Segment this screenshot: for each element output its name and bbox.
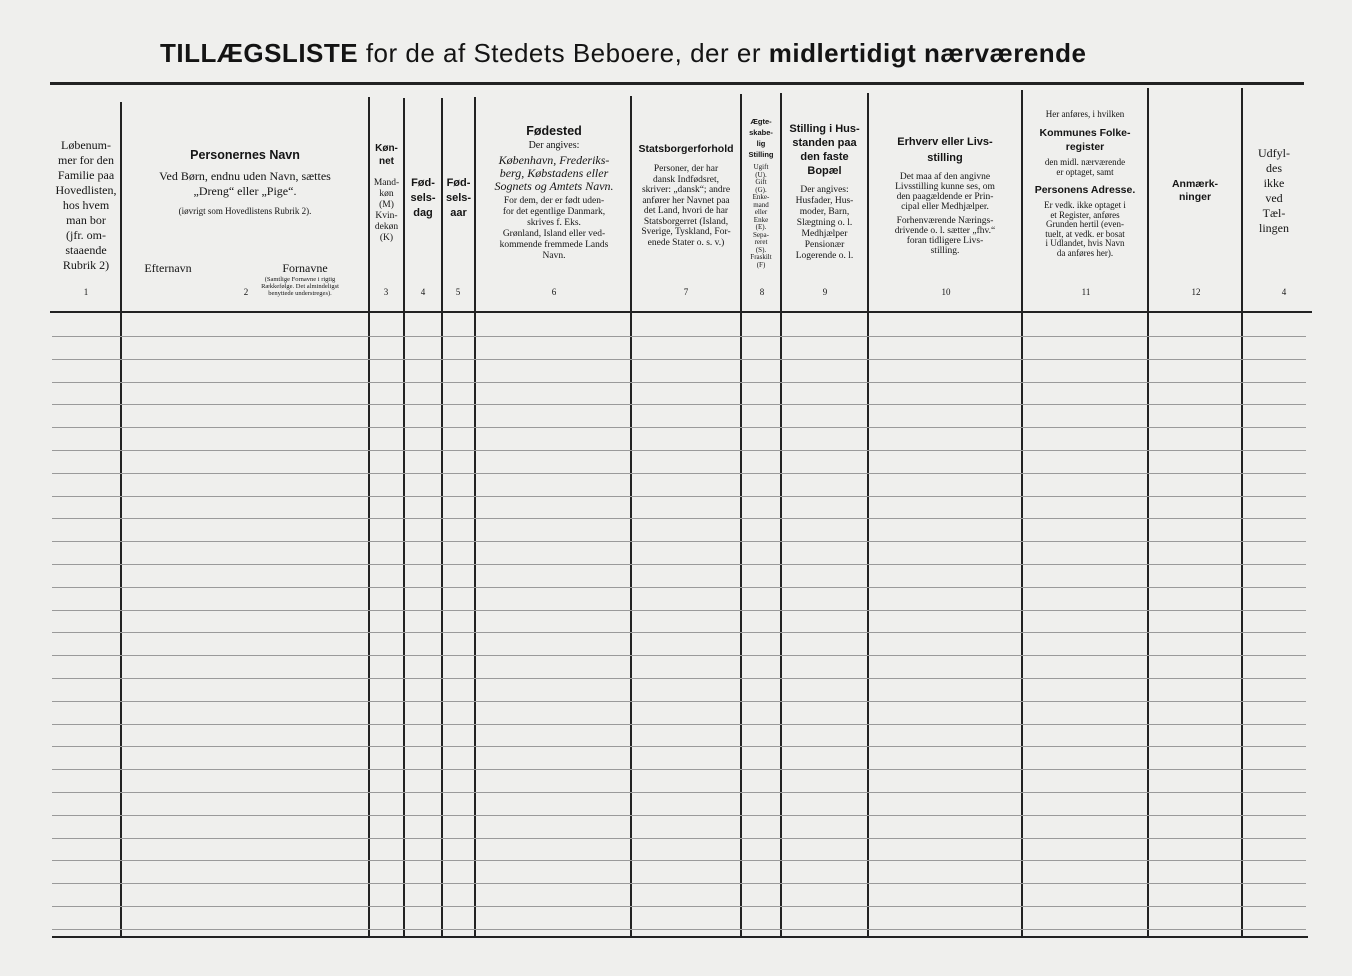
ruled-line [52, 792, 1306, 793]
column-number-4: 4 [420, 287, 426, 297]
column-7-header [632, 142, 740, 248]
column-6-text-3: For dem, der er født uden- for det egentlige Danmark, skrives f. Eks. Grønland, Island eller ved- kommende fremmede Lands Navn. [499, 196, 609, 261]
column-11-pre: Her anføres, i hvilken [1045, 109, 1125, 119]
column-number-2: 2 [243, 287, 249, 297]
column-2-heading: Personernes Navn [190, 148, 300, 162]
column-2-note: (iøvrigt som Hovedlistens Rubrik 2). [178, 206, 312, 216]
column-11-heading: Kommunes Folke- register [1039, 127, 1131, 153]
column-7-heading: Statsborgerforhold [638, 143, 734, 155]
header-bottom-rule [50, 311, 1312, 313]
column-divider [1147, 88, 1149, 937]
title-part-3: midlertidigt nærværende [768, 38, 1087, 68]
column-10-text-2: Forhenværende Nærings- drivende o. l. sætter „fhv.“ foran tidligere Livs- stilling. [894, 216, 996, 256]
column-10-text: Det maa af den angivne Livsstilling kunne ses, om den paagældende er Prin- cipal eller Medhjælper. [895, 172, 995, 212]
column-divider [120, 102, 122, 936]
column-2-firstname-label: Fornavne [282, 262, 328, 274]
column-number-6: 6 [551, 287, 557, 297]
ruled-line [52, 610, 1306, 611]
ruled-line [52, 496, 1306, 497]
ruled-line [52, 929, 1306, 930]
column-number-last: 4 [1281, 287, 1287, 297]
column-6-heading: Fødested [526, 124, 582, 138]
column-5-header [443, 176, 474, 221]
column-9-heading: Stilling i Hus- standen paa den faste Bopæl [789, 123, 860, 177]
column-number-3: 3 [383, 287, 389, 297]
column-number-10: 10 [941, 287, 951, 297]
column-number-7: 7 [683, 287, 689, 297]
column-number-11: 11 [1081, 287, 1091, 297]
column-6-text: Der angives: [528, 140, 580, 151]
column-number-5: 5 [455, 287, 461, 297]
column-11-heading-2: Personens Adresse. [1034, 184, 1136, 196]
column-5-heading: Fød- sels- aar [445, 177, 472, 219]
column-number-9: 9 [822, 287, 828, 297]
column-1-header: Løbenum- mer for den Familie paa Hovedlisten, hos hvem man bor (jfr. om- staaende Rubrik 2) [55, 138, 117, 272]
bottom-rule [52, 936, 1308, 938]
ruled-line [52, 815, 1306, 816]
ruled-line [52, 541, 1306, 542]
ruled-line [52, 632, 1306, 633]
ruled-line [52, 746, 1306, 747]
ruled-line [52, 359, 1306, 360]
column-6-text-2: København, Frederiks- berg, Købstadens eller Sognets og Amtets Navn. [494, 153, 614, 193]
column-12-header [1149, 178, 1241, 204]
column-8-text: Ugift (U). Gift (G). Enke- mand eller Enke (E). Sepa- reret (S). Fraskilt (F) [750, 163, 772, 269]
ruled-line [52, 587, 1306, 588]
column-3-header [370, 142, 403, 244]
ruled-line [52, 860, 1306, 861]
column-last-header: Udfyl- des ikke ved Tæl- lingen [1258, 146, 1290, 235]
ruled-line [52, 473, 1306, 474]
column-number-8: 8 [759, 287, 765, 297]
column-11-text-2: Er vedk. ikke optaget i et Register, anføres Grunden hertil (even- tuelt, at vedk. er bosat i Udlandet, hvis Navn da anføres her). [1044, 200, 1126, 258]
title-part-2: for de af Stedets Beboere, der er [358, 38, 769, 68]
ruled-line [52, 518, 1306, 519]
column-10-header [869, 134, 1021, 256]
column-7-text: Personer, der har dansk Indfødsret, skriver: „dansk“; andre anfører her Navnet paa det Land, hvori de har Statsborgerret (Island, Sverige, Tyskland, For- enede Stater o. s. v.) [641, 164, 731, 248]
column-6-header [478, 124, 630, 262]
column-8-heading: Ægte- skabe- lig Stilling [748, 117, 774, 159]
ruled-line [52, 404, 1306, 405]
column-4-header [405, 176, 441, 221]
column-11-text: den midl. nærværende er optaget, samt [1044, 157, 1126, 177]
top-rule [50, 82, 1304, 85]
column-2-text: Ved Børn, endnu uden Navn, sættes „Dreng“ eller „Pige“. [159, 169, 331, 198]
column-12-heading: Anmærk- ninger [1171, 178, 1219, 203]
column-number-1: 1 [83, 287, 89, 297]
ruled-line [52, 450, 1306, 451]
column-9-text: Der angives: Husfader, Hus- moder, Barn, Slægtning o. l. Medhjælper Pensionær Logerende o. l. [795, 185, 854, 261]
title-part-1: TILLÆGSLISTE [160, 38, 359, 68]
column-2-header [124, 148, 366, 217]
ruled-line [52, 678, 1306, 679]
ruled-line [52, 336, 1306, 337]
ruled-line [52, 883, 1306, 884]
ruled-line [52, 655, 1306, 656]
column-2-surname-label: Efternavn [144, 262, 192, 274]
ruled-line [52, 382, 1306, 383]
column-3-text: Mand- køn (M) Kvin- dekøn (K) [373, 178, 400, 243]
column-divider [474, 97, 476, 937]
ruled-line [52, 769, 1306, 770]
ruled-line [52, 564, 1306, 565]
column-number-12: 12 [1191, 287, 1201, 297]
ruled-line [52, 906, 1306, 907]
column-9-header [782, 122, 867, 262]
ruled-line [52, 838, 1306, 839]
column-4-heading: Fød- sels- dag [410, 177, 436, 219]
ruled-line [52, 427, 1306, 428]
ruled-line [52, 724, 1306, 725]
column-3-heading: Køn- net [375, 143, 398, 167]
column-10-heading: Erhverv eller Livs- stilling [897, 136, 993, 164]
column-8-header [742, 116, 780, 269]
column-2-firstname-note: (Samtlige Fornavne i rigtig Rækkefølge. Det almindeligst benyttede understreges). [261, 276, 339, 297]
column-11-header [1023, 108, 1147, 258]
form-title [160, 38, 1210, 69]
ruled-line [52, 701, 1306, 702]
